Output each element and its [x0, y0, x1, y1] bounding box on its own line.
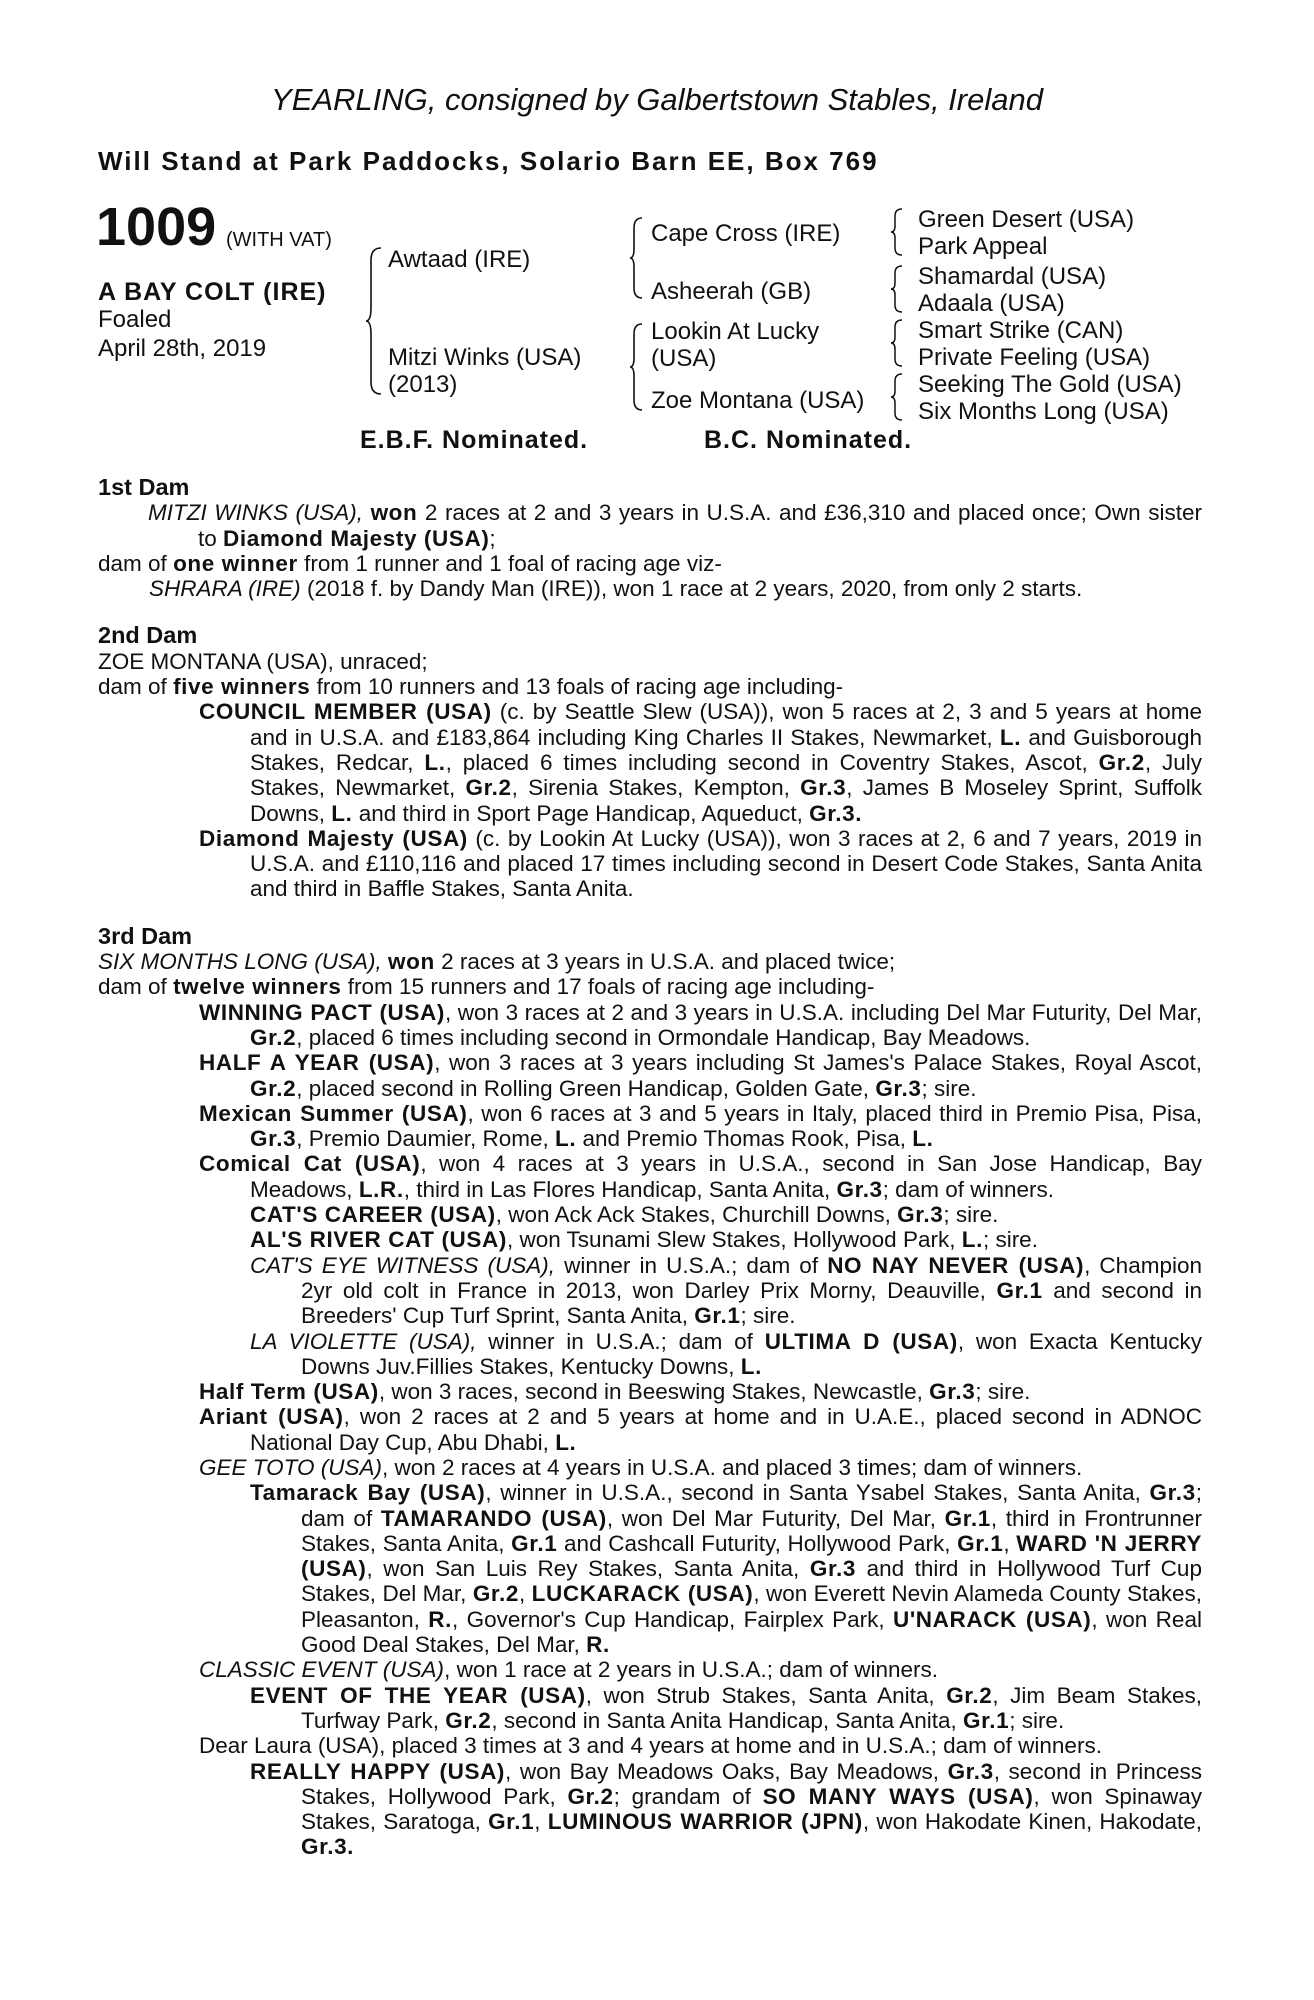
offspring-event-of-the-year: [250, 1683, 1202, 1734]
horse-name: WARD 'N JERRY (USA): [301, 1530, 1202, 1582]
grade: Gr.3: [809, 1556, 857, 1582]
text: ; sire.: [740, 1303, 796, 1329]
text: , Champion 2yr old colt in France in 2013, won Darley Prix Morny, Deauville,: [301, 1252, 1202, 1303]
text: , won San Luis Rey Stakes, Santa Anita,: [366, 1556, 800, 1582]
text: , second in Princess Stakes, Hollywood Park,: [301, 1758, 1202, 1809]
text: dam of: [98, 974, 167, 1000]
text: (c. by Seattle Slew (USA)), won 5 races at 2, 3 and 5 years at home and in U.S.A. and £183,864 including King Charles II Stakes, Newmarket,: [250, 699, 1202, 750]
horse-name: LUCKARACK (USA): [531, 1581, 754, 1607]
text: and Premio Thomas Rook, Pisa,: [582, 1126, 906, 1152]
text: and Guisborough Stakes, Redcar,: [250, 724, 1202, 775]
text: , won 3 races at 3 years including St James's Palace Stakes, Royal Ascot,: [434, 1050, 1202, 1076]
grade: Gr.1: [694, 1303, 741, 1329]
horse-name: EVENT OF THE YEAR (USA): [250, 1682, 586, 1708]
pedigree-ggd3: Private Feeling (USA): [918, 344, 1151, 371]
lot-description: A BAY COLT (IRE): [98, 278, 327, 306]
horse-name: Mexican Summer (USA): [199, 1100, 468, 1126]
third-dam-produce: [98, 974, 1202, 999]
foaled-info: [98, 305, 266, 363]
pedigree-brace-dam-line: [629, 322, 645, 412]
pedigree-brace-gg3: [890, 318, 904, 368]
grade: Gr.2: [1098, 749, 1145, 775]
first-dam-heading: 1st Dam: [98, 474, 190, 500]
text: from 1 runner and 1 foal of racing age viz-: [304, 550, 722, 576]
grade: Gr.3: [875, 1075, 922, 1101]
horse-name: ULTIMA D (USA): [764, 1328, 958, 1354]
horse-name: LUMINOUS WARRIOR (JPN): [547, 1809, 863, 1835]
first-dam-name: MITZI WINKS (USA),: [148, 500, 364, 526]
horse-name: LA VIOLETTE (USA),: [250, 1328, 477, 1354]
pedigree-ggd2: Adaala (USA): [918, 290, 1065, 317]
text: ; sire.: [943, 1202, 999, 1228]
horse-name: GEE TOTO (USA): [199, 1454, 382, 1480]
grade: Gr.3: [800, 775, 847, 801]
text: , won 1 race at 2 years in U.S.A.; dam of winners.: [444, 1657, 939, 1683]
offspring-classic-event: [199, 1657, 1202, 1682]
text: , won 3 races at 2 and 3 years in U.S.A. including Del Mar Futurity, Del Mar,: [444, 999, 1203, 1025]
pedigree-gs2-name: Lookin At Lucky: [651, 318, 820, 345]
grade: L.: [331, 800, 353, 826]
offspring-cats-career: [250, 1202, 1202, 1227]
grade: Gr.3: [947, 1758, 994, 1784]
vat-note: (WITH VAT): [226, 229, 332, 251]
offspring-comical-cat: [199, 1151, 1202, 1202]
pedigree-gs2-country: (USA): [651, 345, 717, 372]
text: , third in Las Flores Handicap, Santa Anita,: [403, 1176, 831, 1202]
lot-number: 1009: [96, 197, 217, 257]
text: , winner in U.S.A., second in Santa Ysabel Stakes, Santa Anita,: [485, 1480, 1141, 1506]
first-dam-record: [148, 500, 1202, 551]
grade: Gr.1: [963, 1707, 1010, 1733]
grade: Gr.3.: [301, 1834, 355, 1860]
won-label: won: [370, 500, 418, 526]
offspring-dear-laura: Dear Laura (USA), placed 3 times at 3 and 4 years at home and in U.S.A.; dam of winners.: [199, 1733, 1102, 1759]
offspring-winning-pact: [199, 1000, 1202, 1051]
text: (2018 f. by Dandy Man (IRE)), won 1 race at 2 years, 2020, from only 2 starts.: [306, 576, 1083, 602]
text: , third in Frontrunner Stakes, Santa Anita,: [301, 1505, 1202, 1556]
text: , won 4 races at 3 years in U.S.A., second in San Jose Handicap, Bay Meadows,: [250, 1151, 1202, 1202]
grade: L.: [555, 1429, 577, 1455]
first-dam-offspring: [149, 576, 1202, 601]
grade: Gr.3: [250, 1126, 297, 1152]
horse-name: U'NARACK (USA): [893, 1606, 1092, 1632]
grade: L.: [555, 1126, 577, 1152]
ebf-nomination: E.B.F. Nominated.: [360, 426, 589, 454]
catalogue-body: [98, 475, 1202, 1860]
text: , won 2 races at 4 years in U.S.A. and placed 3 times; dam of winners.: [381, 1454, 1083, 1480]
offspring-als-river-cat: [250, 1227, 1202, 1252]
first-dam-produce: [98, 551, 1202, 576]
text: , placed second in Rolling Green Handicap, Golden Gate,: [296, 1075, 870, 1101]
grade: L.: [961, 1227, 983, 1253]
text: , second in Santa Anita Handicap, Santa Anita,: [491, 1707, 957, 1733]
text: , Premio Daumier, Rome,: [296, 1126, 549, 1152]
offspring-half-a-year: [199, 1050, 1202, 1101]
text: , won 2 races at 2 and 5 years at home and in U.A.E., placed second in ADNOC National Day Cup, Abu Dhabi,: [250, 1404, 1202, 1455]
grade: Gr.3: [929, 1379, 976, 1405]
text: , won 3 races, second in Beeswing Stakes, Newcastle,: [378, 1379, 923, 1405]
grade: Gr.1: [996, 1277, 1043, 1303]
offspring-la-violette: [250, 1329, 1202, 1380]
pedigree-brace-sire-line: [629, 216, 645, 300]
pedigree-ggs4: Seeking The Gold (USA): [918, 371, 1182, 398]
text: 2 races at 3 years in U.S.A. and placed twice;: [441, 949, 896, 975]
pedigree-brace-sire-dam: [365, 246, 385, 396]
horse-name: CAT'S CAREER (USA): [250, 1202, 496, 1228]
horse-name: SO MANY WAYS (USA): [762, 1783, 1034, 1809]
grade: Gr.1: [488, 1809, 535, 1835]
text: , July Stakes, Newmarket,: [250, 749, 1202, 801]
pedigree-brace-gg2: [890, 264, 904, 314]
horse-name: AL'S RIVER CAT (USA): [250, 1227, 507, 1253]
offspring-tamarack-bay: Tamarack Bay (USA), winner in U.S.A., second in Santa Ysabel Stakes, Santa Anita, Gr.3; dam of TAMARANDO (USA), won Del Mar Futurity, Del Mar, Gr.1, third in Frontrunner Stakes, Santa Anita, Gr.1 and Cashcall Futurity, Hollywood Park, Gr.1, WARD 'N JERRY (USA), won San Luis Rey Stakes, Santa Anita, Gr.3 and third in Hollywood Turf Cup Stakes, Del Mar, Gr.2, LUCKARACK (USA), won Everett Nevin Alameda County Stakes, Pleasanton, R., Governor's Cup Handicap, Fairplex Park, U'NARACK (USA), won Real Good Deal Stakes, Del Mar, R.: [250, 1480, 1202, 1658]
text: from 10 runners and 13 foals of racing age including-: [316, 674, 844, 700]
text: , placed 6 times including second in Coventry Stakes, Ascot,: [445, 749, 1088, 775]
pedigree-gs2: [651, 318, 819, 372]
second-dam-record: ZOE MONTANA (USA), unraced;: [98, 648, 428, 674]
text: and second in Breeders' Cup Turf Sprint, Santa Anita,: [301, 1277, 1202, 1329]
grade: Gr.2: [472, 1581, 519, 1607]
text: , won Hakodate Kinen, Hakodate,: [862, 1809, 1202, 1835]
pedigree-sire: Awtaad (IRE): [388, 246, 531, 273]
pedigree-brace-gg4: [890, 372, 904, 422]
offspring-mexican-summer: [199, 1101, 1202, 1152]
text: , won Strub Stakes, Santa Anita,: [585, 1682, 935, 1708]
foaled-date: April 28th, 2019: [98, 335, 267, 362]
grade: L.: [424, 749, 446, 775]
pedigree-gs1: Cape Cross (IRE): [651, 220, 841, 247]
horse-name: Ariant (USA): [199, 1404, 344, 1430]
grade: Gr.3: [836, 1176, 883, 1202]
second-dam-produce: [98, 674, 1202, 699]
pedigree-dam-year: (2013): [388, 371, 458, 398]
text: , placed 6 times including second in Ormondale Handicap, Bay Meadows.: [296, 1024, 1031, 1050]
pedigree-gd2: Zoe Montana (USA): [651, 387, 865, 414]
winners-count: five winners: [173, 674, 311, 700]
text: , won 6 races at 3 and 5 years in Italy, placed third in Premio Pisa, Pisa,: [467, 1100, 1202, 1126]
grade: Gr.3: [897, 1202, 944, 1228]
text: ; sire.: [982, 1227, 1038, 1253]
text: and Cashcall Futurity, Hollywood Park,: [564, 1530, 951, 1556]
text: ; dam of winners.: [882, 1176, 1054, 1202]
offspring-half-term: [199, 1379, 1202, 1404]
grade: L.R.: [358, 1176, 404, 1202]
horse-name: Diamond Majesty (USA): [199, 825, 468, 851]
pedigree-gd1: Asheerah (GB): [651, 278, 812, 305]
pedigree-brace-gg1: [890, 207, 904, 257]
first-dam-text: 2 races at 2 and 3 years in U.S.A. and £36,310 and placed once; Own sister to: [198, 500, 1202, 551]
winners-count: twelve winners: [173, 974, 342, 1000]
text: ; grandam of: [613, 1783, 751, 1809]
third-dam-record: [98, 949, 1202, 974]
horse-name: Half Term (USA): [199, 1379, 379, 1405]
text: , won Everett Nevin Alameda County Stakes, Pleasanton,: [301, 1581, 1202, 1632]
grade: Gr.2: [250, 1075, 297, 1101]
grade: Gr.2: [250, 1024, 297, 1050]
horse-name: CAT'S EYE WITNESS (USA),: [250, 1252, 555, 1278]
offspring-name: SHRARA (IRE): [149, 576, 301, 602]
horse-name: HALF A YEAR (USA): [199, 1050, 435, 1076]
second-dam-heading: 2nd Dam: [98, 622, 198, 649]
offspring-ariant: [199, 1404, 1202, 1455]
text: , Jim Beam Stakes, Turfway Park,: [301, 1682, 1202, 1733]
grade: L.: [740, 1353, 762, 1379]
second-dam-offspring-1: [199, 699, 1202, 825]
text: , James B Moseley Sprint, Suffolk Downs,: [250, 775, 1202, 826]
text: , won Exacta Kentucky Downs Juv.Fillies Stakes, Kentucky Downs,: [301, 1328, 1202, 1379]
text: and third in Hollywood Turf Cup Stakes, Del Mar,: [301, 1556, 1202, 1607]
horse-name: CLASSIC EVENT (USA): [199, 1657, 445, 1683]
text: ; sire.: [975, 1379, 1031, 1405]
third-dam-name: SIX MONTHS LONG (USA),: [98, 949, 382, 975]
grade: Gr.2: [445, 1707, 492, 1733]
horse-name: Comical Cat (USA): [199, 1151, 421, 1177]
text: , won Tsunami Slew Stakes, Hollywood Park,: [506, 1227, 956, 1253]
grade: R.: [586, 1632, 610, 1658]
text: , won Spinaway Stakes, Saratoga,: [301, 1783, 1202, 1835]
won-label: won: [388, 949, 435, 975]
text: , won Real Good Deal Stakes, Del Mar,: [301, 1606, 1202, 1658]
grade: Gr.2: [946, 1682, 993, 1708]
grade: L.: [999, 724, 1022, 750]
text: ; sire.: [1009, 1707, 1065, 1733]
stand-location: Will Stand at Park Paddocks, Solario Barn EE, Box 769: [98, 146, 879, 176]
consignor-line: YEARLING, consigned by Galbertstown Stables, Ireland: [271, 82, 1043, 117]
second-dam-offspring-2: [199, 826, 1202, 902]
grade: L.: [912, 1126, 934, 1152]
offspring-really-happy: REALLY HAPPY (USA), won Bay Meadows Oaks, Bay Meadows, Gr.3, second in Princess Stakes, Hollywood Park, Gr.2; grandam of SO MANY WAYS (USA), won Spinaway Stakes, Saratoga, Gr.1, LUMINOUS WARRIOR (JPN), won Hakodate Kinen, Hakodate, Gr.3.: [250, 1758, 1202, 1860]
grade: Gr.2: [465, 775, 512, 801]
grade: Gr.2: [567, 1783, 614, 1809]
grade: Gr.3: [1149, 1480, 1196, 1506]
text: ; dam of: [301, 1480, 1202, 1531]
horse-name: Tamarack Bay (USA): [250, 1480, 486, 1506]
text: , won Del Mar Futurity, Del Mar,: [606, 1505, 936, 1531]
horse-name: WINNING PACT (USA): [199, 999, 445, 1025]
text: , won Ack Ack Stakes, Churchill Downs,: [495, 1202, 891, 1228]
horse-name: REALLY HAPPY (USA): [250, 1758, 506, 1784]
winners-count: one winner: [173, 550, 298, 576]
pedigree-ggd1: Park Appeal: [918, 233, 1048, 260]
pedigree-ggd4: Six Months Long (USA): [918, 398, 1169, 425]
text: , Sirenia Stakes, Kempton,: [511, 775, 790, 801]
sister-name: Diamond Majesty (USA): [223, 525, 490, 551]
grade: Gr.1: [944, 1505, 991, 1531]
text: winner in U.S.A.; dam of: [488, 1328, 753, 1354]
horse-name: TAMARANDO (USA): [380, 1505, 607, 1531]
text: dam of: [98, 550, 167, 576]
text: and third in Sport Page Handicap, Aqueduct,: [358, 800, 803, 826]
pedigree-ggs3: Smart Strike (CAN): [918, 317, 1124, 344]
grade: Gr.1: [511, 1530, 558, 1556]
grade: Gr.1: [957, 1530, 1004, 1556]
text: , won Bay Meadows Oaks, Bay Meadows,: [505, 1758, 939, 1784]
bc-nomination: B.C. Nominated.: [704, 426, 913, 454]
text: winner in U.S.A.; dam of: [564, 1252, 819, 1278]
offspring-cats-eye-witness: [250, 1253, 1202, 1329]
pedigree-ggs1: Green Desert (USA): [918, 206, 1135, 233]
pedigree-dam: [388, 344, 581, 398]
grade: Gr.3.: [809, 800, 863, 826]
pedigree-ggs2: Shamardal (USA): [918, 263, 1107, 290]
pedigree-dam-name: Mitzi Winks (USA): [388, 344, 582, 371]
text: , Governor's Cup Handicap, Fairplex Park,: [451, 1606, 885, 1632]
text: dam of: [98, 674, 167, 700]
text: ; sire.: [921, 1075, 977, 1101]
foaled-label: Foaled: [98, 306, 172, 333]
horse-name: COUNCIL MEMBER (USA): [199, 699, 492, 725]
punct: ;: [489, 525, 496, 551]
grade: R.: [428, 1606, 452, 1632]
text: from 15 runners and 17 foals of racing age including-: [347, 974, 875, 1000]
third-dam-heading: 3rd Dam: [98, 922, 193, 949]
horse-name: NO NAY NEVER (USA): [827, 1252, 1085, 1278]
offspring-gee-toto: [199, 1455, 1202, 1480]
text: (c. by Lookin At Lucky (USA)), won 3 races at 2, 6 and 7 years, 2019 in U.S.A. and £110,116 and placed 17 times including second in Desert Code Stakes, Santa Anita and third in Baffle Stakes, Santa Anita.: [250, 825, 1203, 902]
